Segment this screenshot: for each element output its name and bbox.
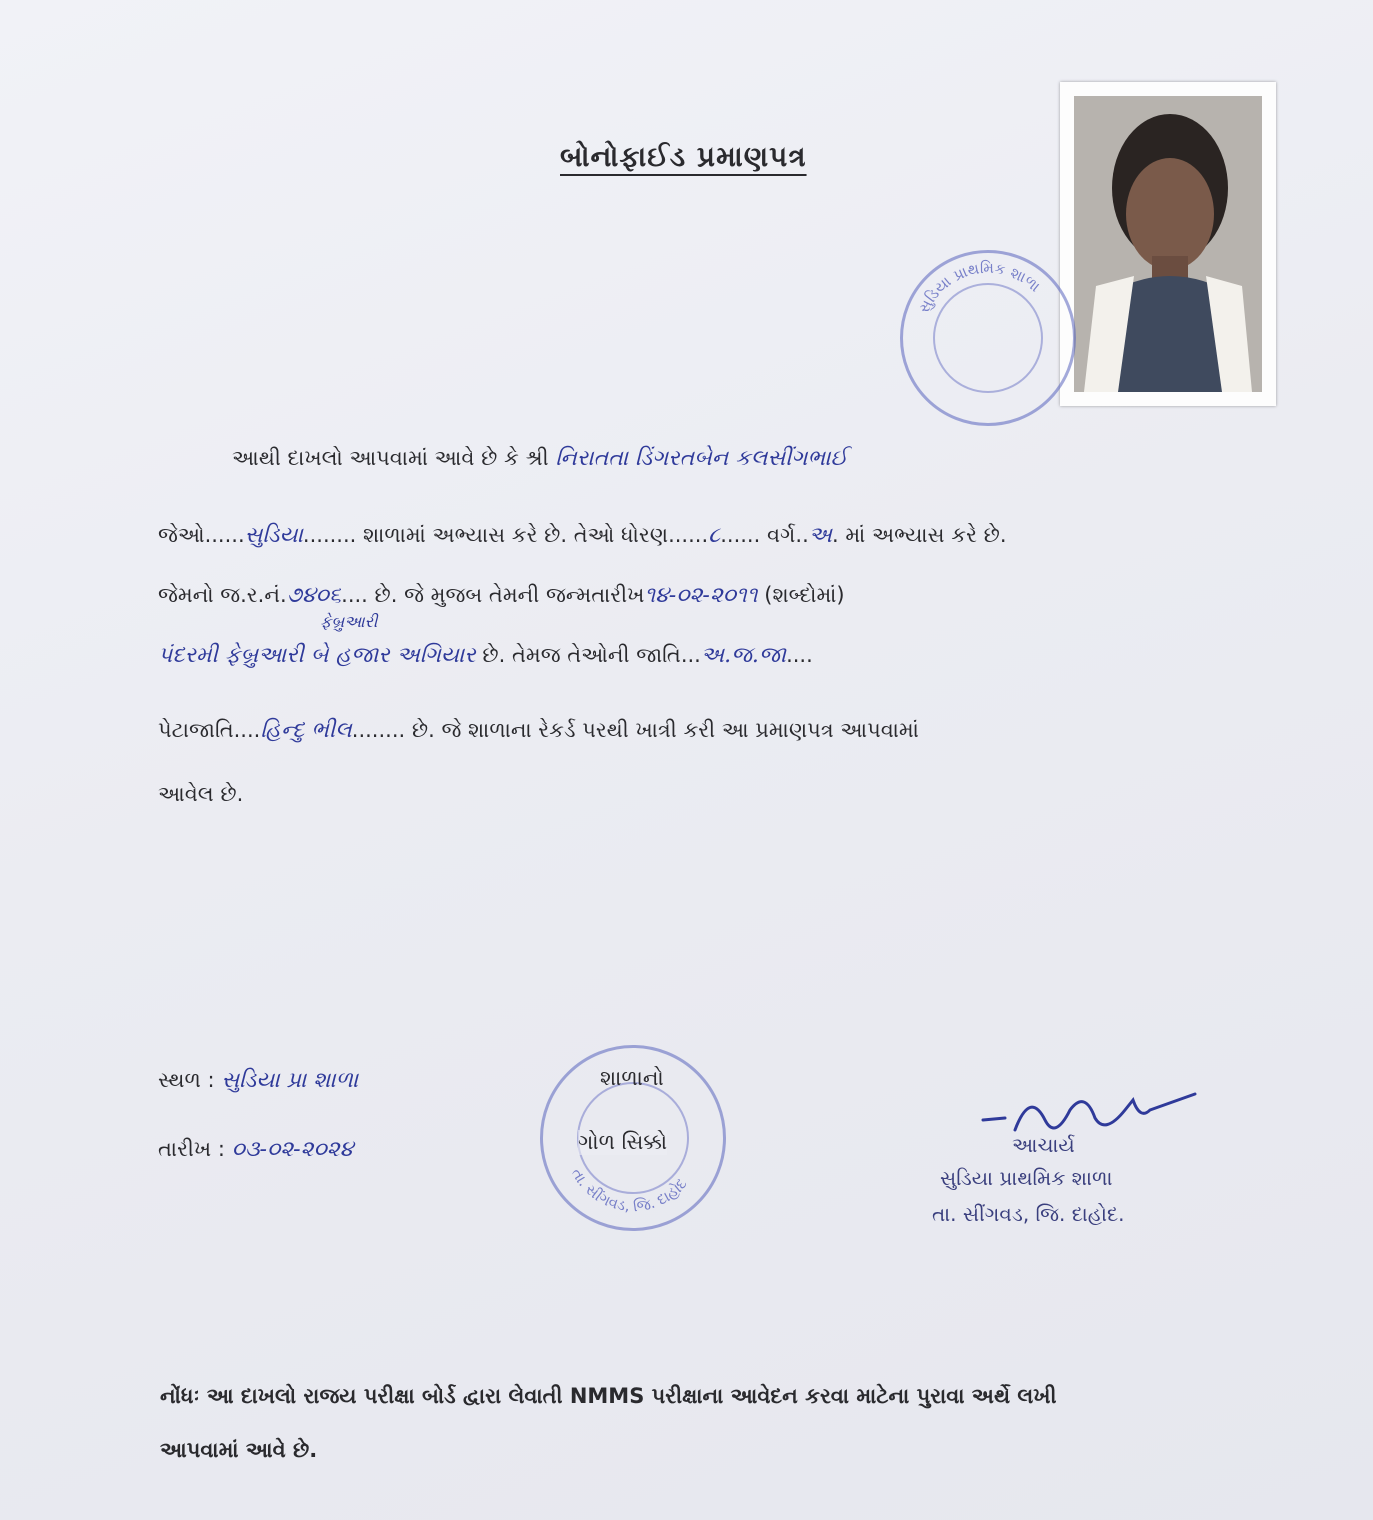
student-photo xyxy=(1060,82,1276,406)
seal-bottom-text: તા. સીંગવડ, જિ. દાહોદ xyxy=(567,1164,691,1216)
certificate-line-4: પંદરમી ફેબ્રુઆરી બે હજાર અગિયાર છે. તેમજ તેઓની જાતિ...અ.જ.જા.... xyxy=(158,643,813,668)
line2-prefix: જેઓ xyxy=(158,523,205,547)
certificate-line-6: આવેલ છે. xyxy=(158,782,244,806)
certificate-line-2: જેઓ......સુડિયા........ શાળામાં અભ્યાસ કરે છે. તેઓ ધોરણ......૮...... વર્ગ..અ. માં અભ્યાસ કરે છે. xyxy=(158,523,1007,548)
certificate-line-5: પેટાજાતિ....હિન્દુ ભીલ........ છે. જે શાળાના રેકર્ડ પરથી ખાત્રી કરી આ પ્રમાણપત્ર આપવામાં xyxy=(158,718,919,743)
class-label: વર્ગ xyxy=(766,523,796,547)
division-value: અ xyxy=(808,523,832,548)
caste-value: અ.જ.જા xyxy=(700,643,787,668)
line3-prefix: જેમનો જ.ર.નં. xyxy=(158,583,287,607)
standard-value: ૮ xyxy=(708,523,721,548)
principal-signature xyxy=(975,1080,1205,1150)
date-row xyxy=(158,1137,353,1162)
certificate-line-1 xyxy=(232,446,847,471)
subcaste-value: હિન્દુ ભીલ xyxy=(260,718,352,743)
principal-title: આચાર્ય xyxy=(1012,1133,1075,1157)
line4-mid: છે. તેમજ તેઓની જાતિ xyxy=(482,643,681,667)
date-label: તારીખ : xyxy=(158,1137,225,1161)
seal-ring-text xyxy=(903,253,1073,423)
note-line-2: આપવામાં આવે છે. xyxy=(160,1438,318,1462)
gr-number: ૭૪૦૬ xyxy=(286,583,342,608)
line3-suffix: (શબ્દોમાં) xyxy=(764,583,845,607)
seal-top-text: સુડિયા પ્રાથમિક શાળા xyxy=(914,258,1044,316)
school-address: તા. સીંગવડ, જિ. દાહોદ. xyxy=(932,1202,1125,1226)
svg-text:તા. સીંગવડ, જિ. દાહોદ xyxy=(568,1165,691,1216)
photo-image xyxy=(1074,96,1262,392)
line1-text: આથી દાખલો આપવામાં આવે છે કે શ્રી xyxy=(232,446,549,470)
seal-label-top: શાળાનો xyxy=(600,1066,664,1090)
school-seal-top xyxy=(900,250,1076,426)
school-name: સુડિયા પ્રાથમિક શાળા xyxy=(940,1166,1113,1190)
birth-date-words: પંદરમી ફેબ્રુઆરી બે હજાર અગિયાર xyxy=(158,643,476,668)
birth-date: ૧૪-૦૨-૨૦૧૧ xyxy=(644,583,758,608)
certificate-line-3: જેમનો જ.ર.નં.૭૪૦૬.... છે. જે મુજબ તેમની જન્મતારીખ૧૪-૦૨-૨૦૧૧ (શબ્દોમાં) xyxy=(158,583,845,608)
line5-prefix: પેટાજાતિ xyxy=(158,718,234,742)
student-name: નિરાતતા ડિંગરતબેન કલસીંગભાઈ xyxy=(555,446,848,471)
line5-suffix: છે. જે શાળાના રેકર્ડ પરથી ખાત્રી કરી આ પ્રમાણપત્ર આપવામાં xyxy=(411,718,919,742)
svg-text:સુડિયા પ્રાથમિક શાળા xyxy=(915,259,1044,316)
place-label: સ્થળ : xyxy=(158,1068,215,1092)
school-name-hw: સુડિયા xyxy=(244,523,303,548)
month-correction: ફેબ્રુઆરી xyxy=(320,612,378,631)
line2-suffix: માં અભ્યાસ કરે છે. xyxy=(845,523,1007,547)
date-value: ૦૩-૦૨-૨૦૨૪ xyxy=(231,1137,354,1162)
line2-mid: શાળામાં અભ્યાસ કરે છે. તેઓ ધોરણ xyxy=(363,523,669,547)
page-title: બોનોફાઈડ પ્રમાણપત્ર xyxy=(560,140,807,173)
place-value: સુડિયા પ્રા શાળા xyxy=(221,1068,359,1093)
note-line-1: નોંધઃ આ દાખલો રાજય પરીક્ષા બોર્ડ દ્વારા લેવાતી NMMS પરીક્ષાના આવેદન કરવા માટેના પુરાવા અર્થે લખી xyxy=(160,1384,1057,1408)
place-row xyxy=(158,1068,358,1093)
seal-label-bottom: ગોળ સિક્કો xyxy=(578,1130,668,1154)
line3-mid: છે. જે મુજબ તેમની જન્મતારીખ xyxy=(374,583,645,607)
portrait-illustration xyxy=(1074,96,1262,392)
